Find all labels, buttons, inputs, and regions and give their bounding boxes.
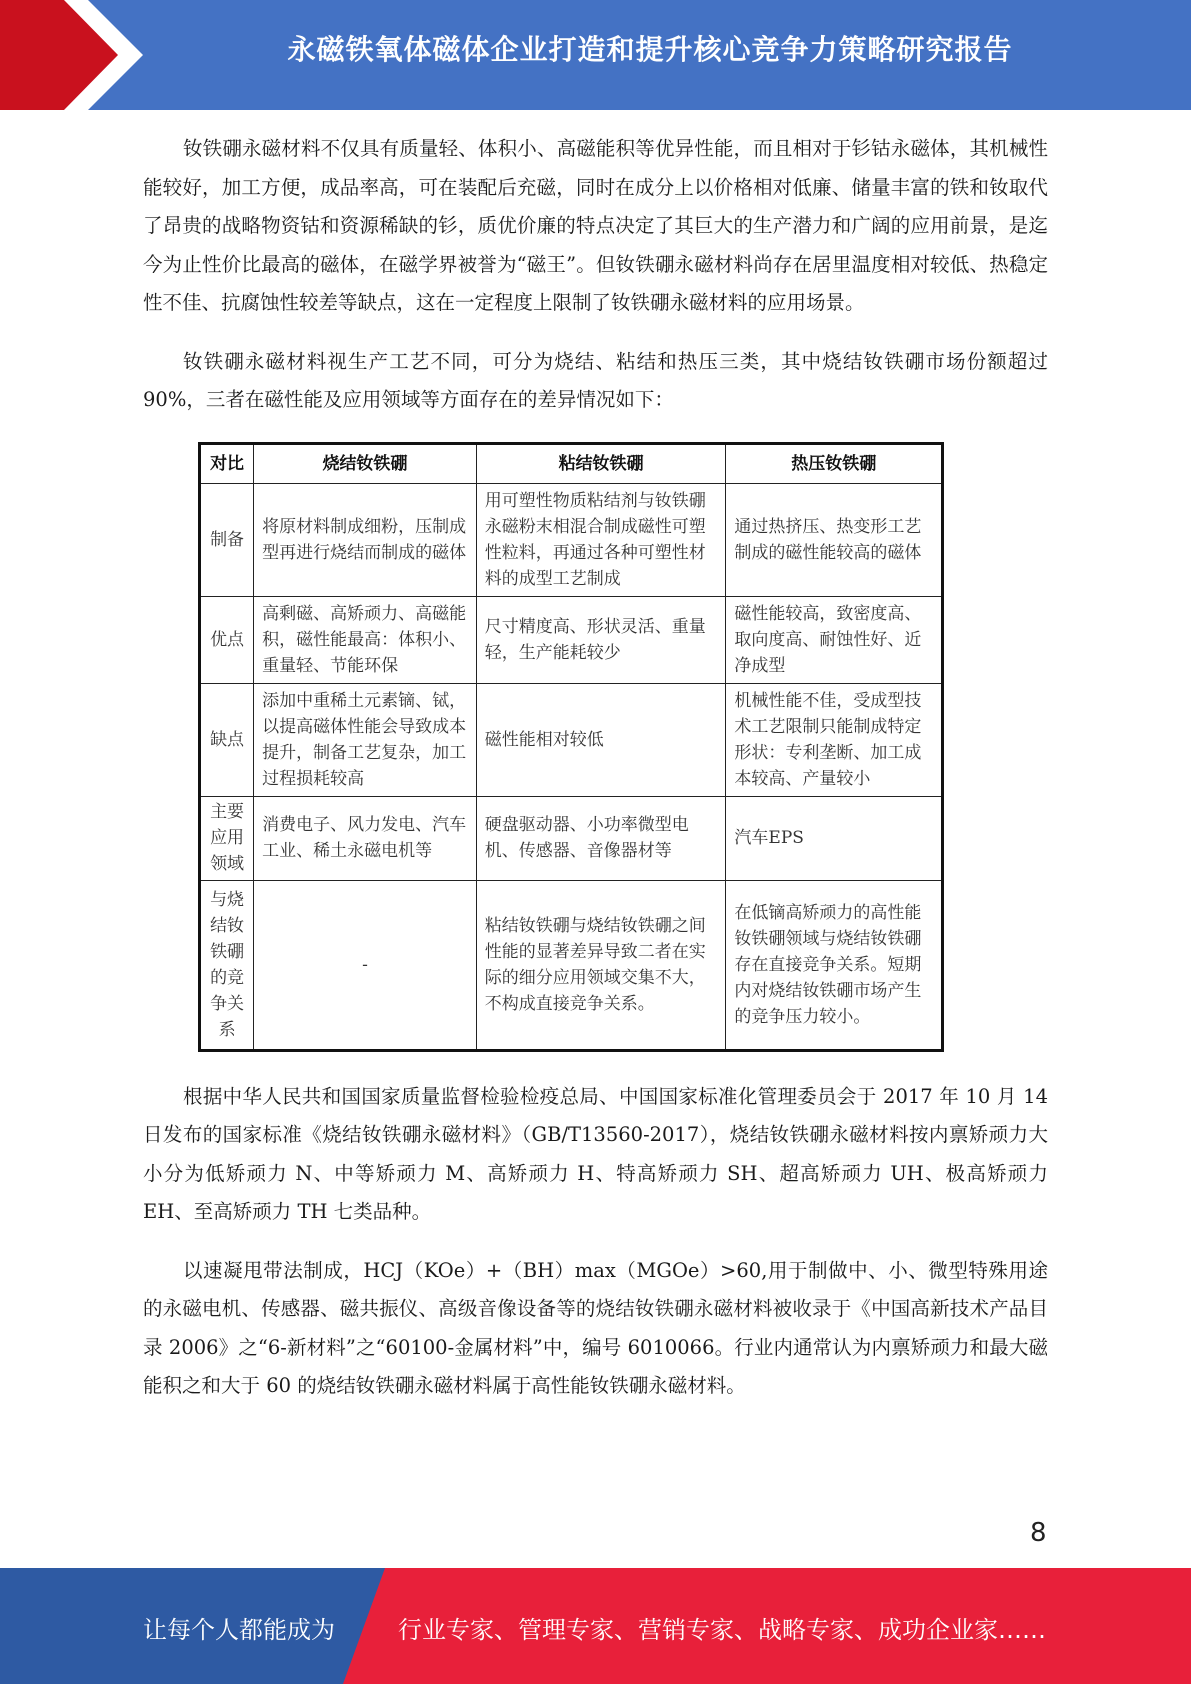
page-header — [0, 0, 1191, 110]
table-row — [200, 796, 943, 880]
table-row — [200, 880, 943, 1050]
table-cell: 在低镝高矫顽力的高性能钕铁硼领域与烧结钕铁硼存在直接竞争关系。短期内对烧结钕铁硼市场产生的竞争压力较小。 — [726, 880, 943, 1050]
row-label: 与烧结钕铁硼的竞争关系 — [200, 880, 254, 1050]
row-label: 优点 — [200, 596, 254, 683]
table-row — [200, 483, 943, 596]
paragraph-high-performance: 以速凝甩带法制成，HCJ（KOe）+（BH）max（MGOe）>60,用于制做中、小、微型特殊用途的永磁电机、传感器、磁共振仪、高级音像设备等的烧结钕铁硼永磁材料被收录于《中国高新技术产品目录 2006》之“6-新材料”之“60100-金属材料”中，编号 6010066。行业内通常认为内禀矫顽力和最大磁能积之和大于 60 的烧结钕铁硼永磁材料属于高性能钕铁硼永磁材料。 — [143, 1258, 1048, 1397]
table-cell: 消费电子、风力发电、汽车工业、稀土永磁电机等 — [254, 796, 477, 880]
table-cell: 尺寸精度高、形状灵活、重量轻，生产能耗较少 — [476, 596, 726, 683]
main-content — [143, 130, 1048, 1426]
footer-slogan-left: 让每个人都能成为 — [143, 1616, 335, 1644]
row-label: 主要应用领域 — [200, 796, 254, 880]
comparison-table-wrapper — [198, 442, 944, 1052]
paragraph-national-standard: 根据中华人民共和国国家质量监督检验检疫总局、中国国家标准化管理委员会于 2017 年 10 月 14 日发布的国家标准《烧结钕铁硼永磁材料》（GB/T13560-2017），烧结钕铁硼永磁材料按内禀矫顽力大小分为低矫顽力 N、中等矫顽力 M、高矫顽力 H、特高矫顽力 SH、超高矫顽力 UH、极高矫顽力 EH、至高矫顽力 TH 七类品种。 — [143, 1084, 1048, 1223]
table-header-cell: 粘结钕铁硼 — [476, 443, 726, 483]
footer-slogan-right: 行业专家、管理专家、营销专家、战略专家、成功企业家…… — [398, 1616, 1046, 1644]
table-header-cell: 对比 — [200, 443, 254, 483]
table-cell: 磁性能相对较低 — [476, 683, 726, 796]
table-cell: 汽车EPS — [726, 796, 943, 880]
table-cell: 将原材料制成细粉，压制成型再进行烧结而制成的磁体 — [254, 483, 477, 596]
table-row — [200, 683, 943, 796]
table-cell: 通过热挤压、热变形工艺制成的磁性能较高的磁体 — [726, 483, 943, 596]
report-title: 永磁铁氧体磁体企业打造和提升核心竞争力策略研究报告 — [287, 33, 1013, 66]
table-cell: 磁性能较高，致密度高、取向度高、耐蚀性好、近净成型 — [726, 596, 943, 683]
paragraph-ndfeb-intro: 钕铁硼永磁材料不仅具有质量轻、体积小、高磁能积等优异性能，而且相对于钐钴永磁体，其机械性能较好，加工方便，成品率高，可在装配后充磁，同时在成分上以价格相对低廉、储量丰富的铁和钕取代了昂贵的战略物资钴和资源稀缺的钐，质优价廉的特点决定了其巨大的生产潜力和广阔的应用前景，是迄今为止性价比最高的磁体，在磁学界被誉为“磁王”。但钕铁硼永磁材料尚存在居里温度相对较低、热稳定性不佳、抗腐蚀性较差等缺点，这在一定程度上限制了钕铁硼永磁材料的应用场景。 — [143, 137, 1048, 314]
table-cell: - — [254, 880, 477, 1050]
comparison-table — [198, 442, 944, 1052]
table-cell: 用可塑性物质粘结剂与钕铁硼永磁粉末相混合制成磁性可塑性粒料，再通过各种可塑性材料的成型工艺制成 — [476, 483, 726, 596]
paragraph-ndfeb-types: 钕铁硼永磁材料视生产工艺不同，可分为烧结、粘结和热压三类，其中烧结钕铁硼市场份额超过 90%，三者在磁性能及应用领域等方面存在的差异情况如下： — [143, 349, 1048, 411]
table-cell: 粘结钕铁硼与烧结钕铁硼之间性能的显著差异导致二者在实际的细分应用领域交集不大，不构成直接竞争关系。 — [476, 880, 726, 1050]
row-label: 制备 — [200, 483, 254, 596]
table-cell: 添加中重稀土元素镝、铽，以提高磁体性能会导致成本提升，制备工艺复杂，加工过程损耗较高 — [254, 683, 477, 796]
table-header-cell: 热压钕铁硼 — [726, 443, 943, 483]
table-cell: 高剩磁、高矫顽力、高磁能积，磁性能最高：体积小、重量轻、节能环保 — [254, 596, 477, 683]
table-row — [200, 596, 943, 683]
table-header-cell: 烧结钕铁硼 — [254, 443, 477, 483]
header-red-arrow-decoration — [0, 0, 160, 110]
page-number: 8 — [1030, 1518, 1047, 1548]
row-label: 缺点 — [200, 683, 254, 796]
table-cell: 硬盘驱动器、小功率微型电机、传感器、音像器材等 — [476, 796, 726, 880]
table-cell: 机械性能不佳，受成型技术工艺限制只能制成特定形状：专利垄断、加工成本较高、产量较小 — [726, 683, 943, 796]
table-header-row — [200, 443, 943, 483]
